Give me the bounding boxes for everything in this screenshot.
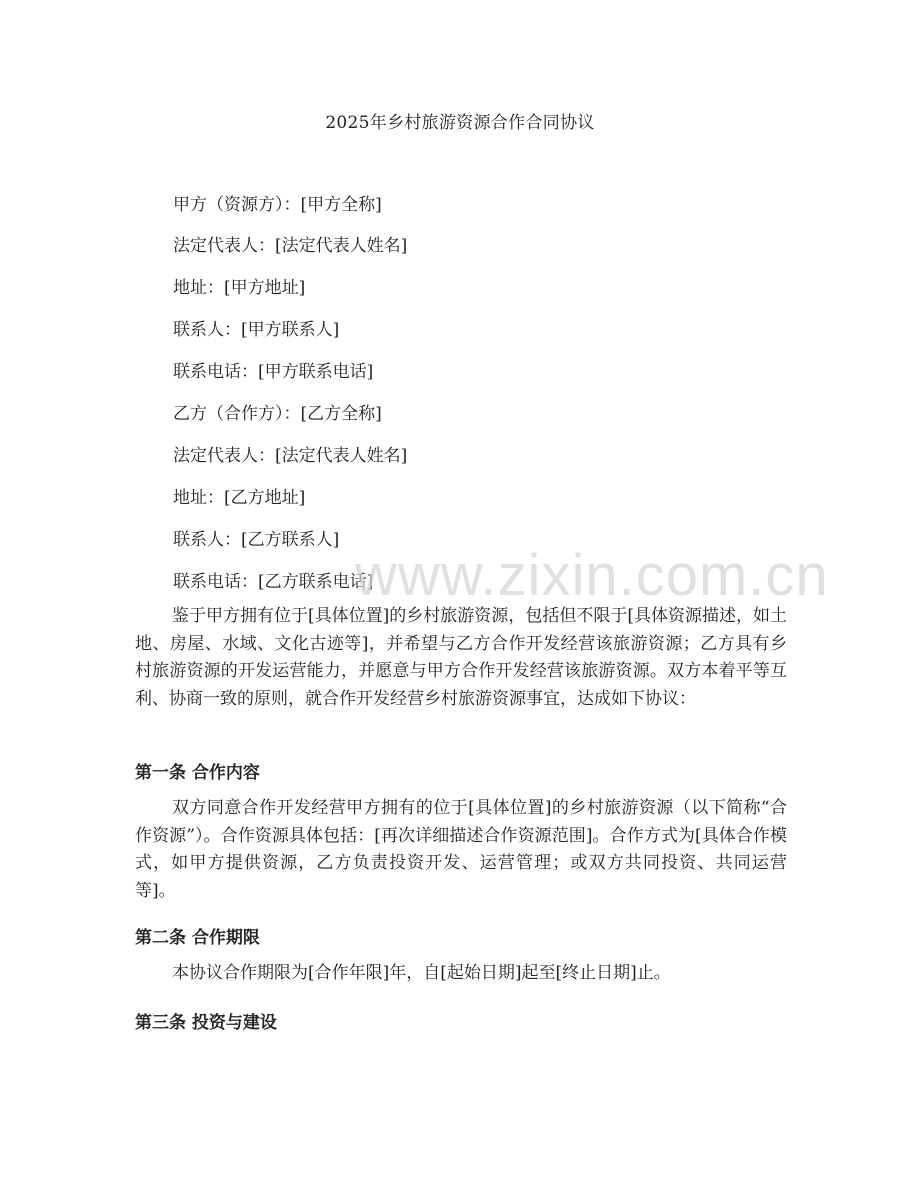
- article-2-heading: 第二条 合作期限: [135, 928, 260, 948]
- party-a-contact: 联系人：[甲方联系人]: [173, 320, 340, 340]
- preamble-paragraph: 鉴于甲方拥有位于[具体位置]的乡村旅游资源，包括但不限于[具体资源描述，如土地、房屋、水域、文化古迹等]，并希望与乙方合作开发经营该旅游资源；乙方具有乡村旅游资源的开发运营能力，并愿意与甲方合作开发经营该旅游资源。双方本着平等互利、协商一致的原则，就合作开发经营乡村旅游资源事宜，达成如下协议：: [135, 606, 787, 709]
- party-b-name: 乙方（合作方）：[乙方全称]: [173, 404, 382, 424]
- article-2-body: 本协议合作期限为[合作年限]年，自[起始日期]起至[终止日期]止。: [172, 963, 671, 983]
- party-b-phone: 联系电话：[乙方联系电话]: [173, 572, 374, 592]
- party-a-address: 地址：[甲方地址]: [173, 278, 306, 298]
- party-a-representative: 法定代表人：[法定代表人姓名]: [173, 236, 408, 256]
- party-a-phone: 联系电话：[甲方联系电话]: [173, 362, 374, 382]
- article-1-heading: 第一条 合作内容: [135, 763, 260, 783]
- party-a-name: 甲方（资源方）：[甲方全称]: [173, 195, 382, 215]
- party-b-representative: 法定代表人：[法定代表人姓名]: [173, 446, 408, 466]
- article-1-body: 双方同意合作开发经营甲方拥有的位于[具体位置]的乡村旅游资源（以下简称“合作资源”）。合作资源具体包括：[再次详细描述合作资源范围]。合作方式为[具体合作模式，如甲方提供资源，乙方负责投资开发、运营管理；或双方共同投资、共同运营等]。: [135, 798, 787, 901]
- article-3-heading: 第三条 投资与建设: [135, 1013, 277, 1033]
- party-b-contact: 联系人：[乙方联系人]: [173, 530, 340, 550]
- document-title: 2025年乡村旅游资源合作合同协议: [325, 113, 595, 133]
- party-b-address: 地址：[乙方地址]: [173, 488, 306, 508]
- watermark: www.zixin.com.cn: [355, 543, 829, 608]
